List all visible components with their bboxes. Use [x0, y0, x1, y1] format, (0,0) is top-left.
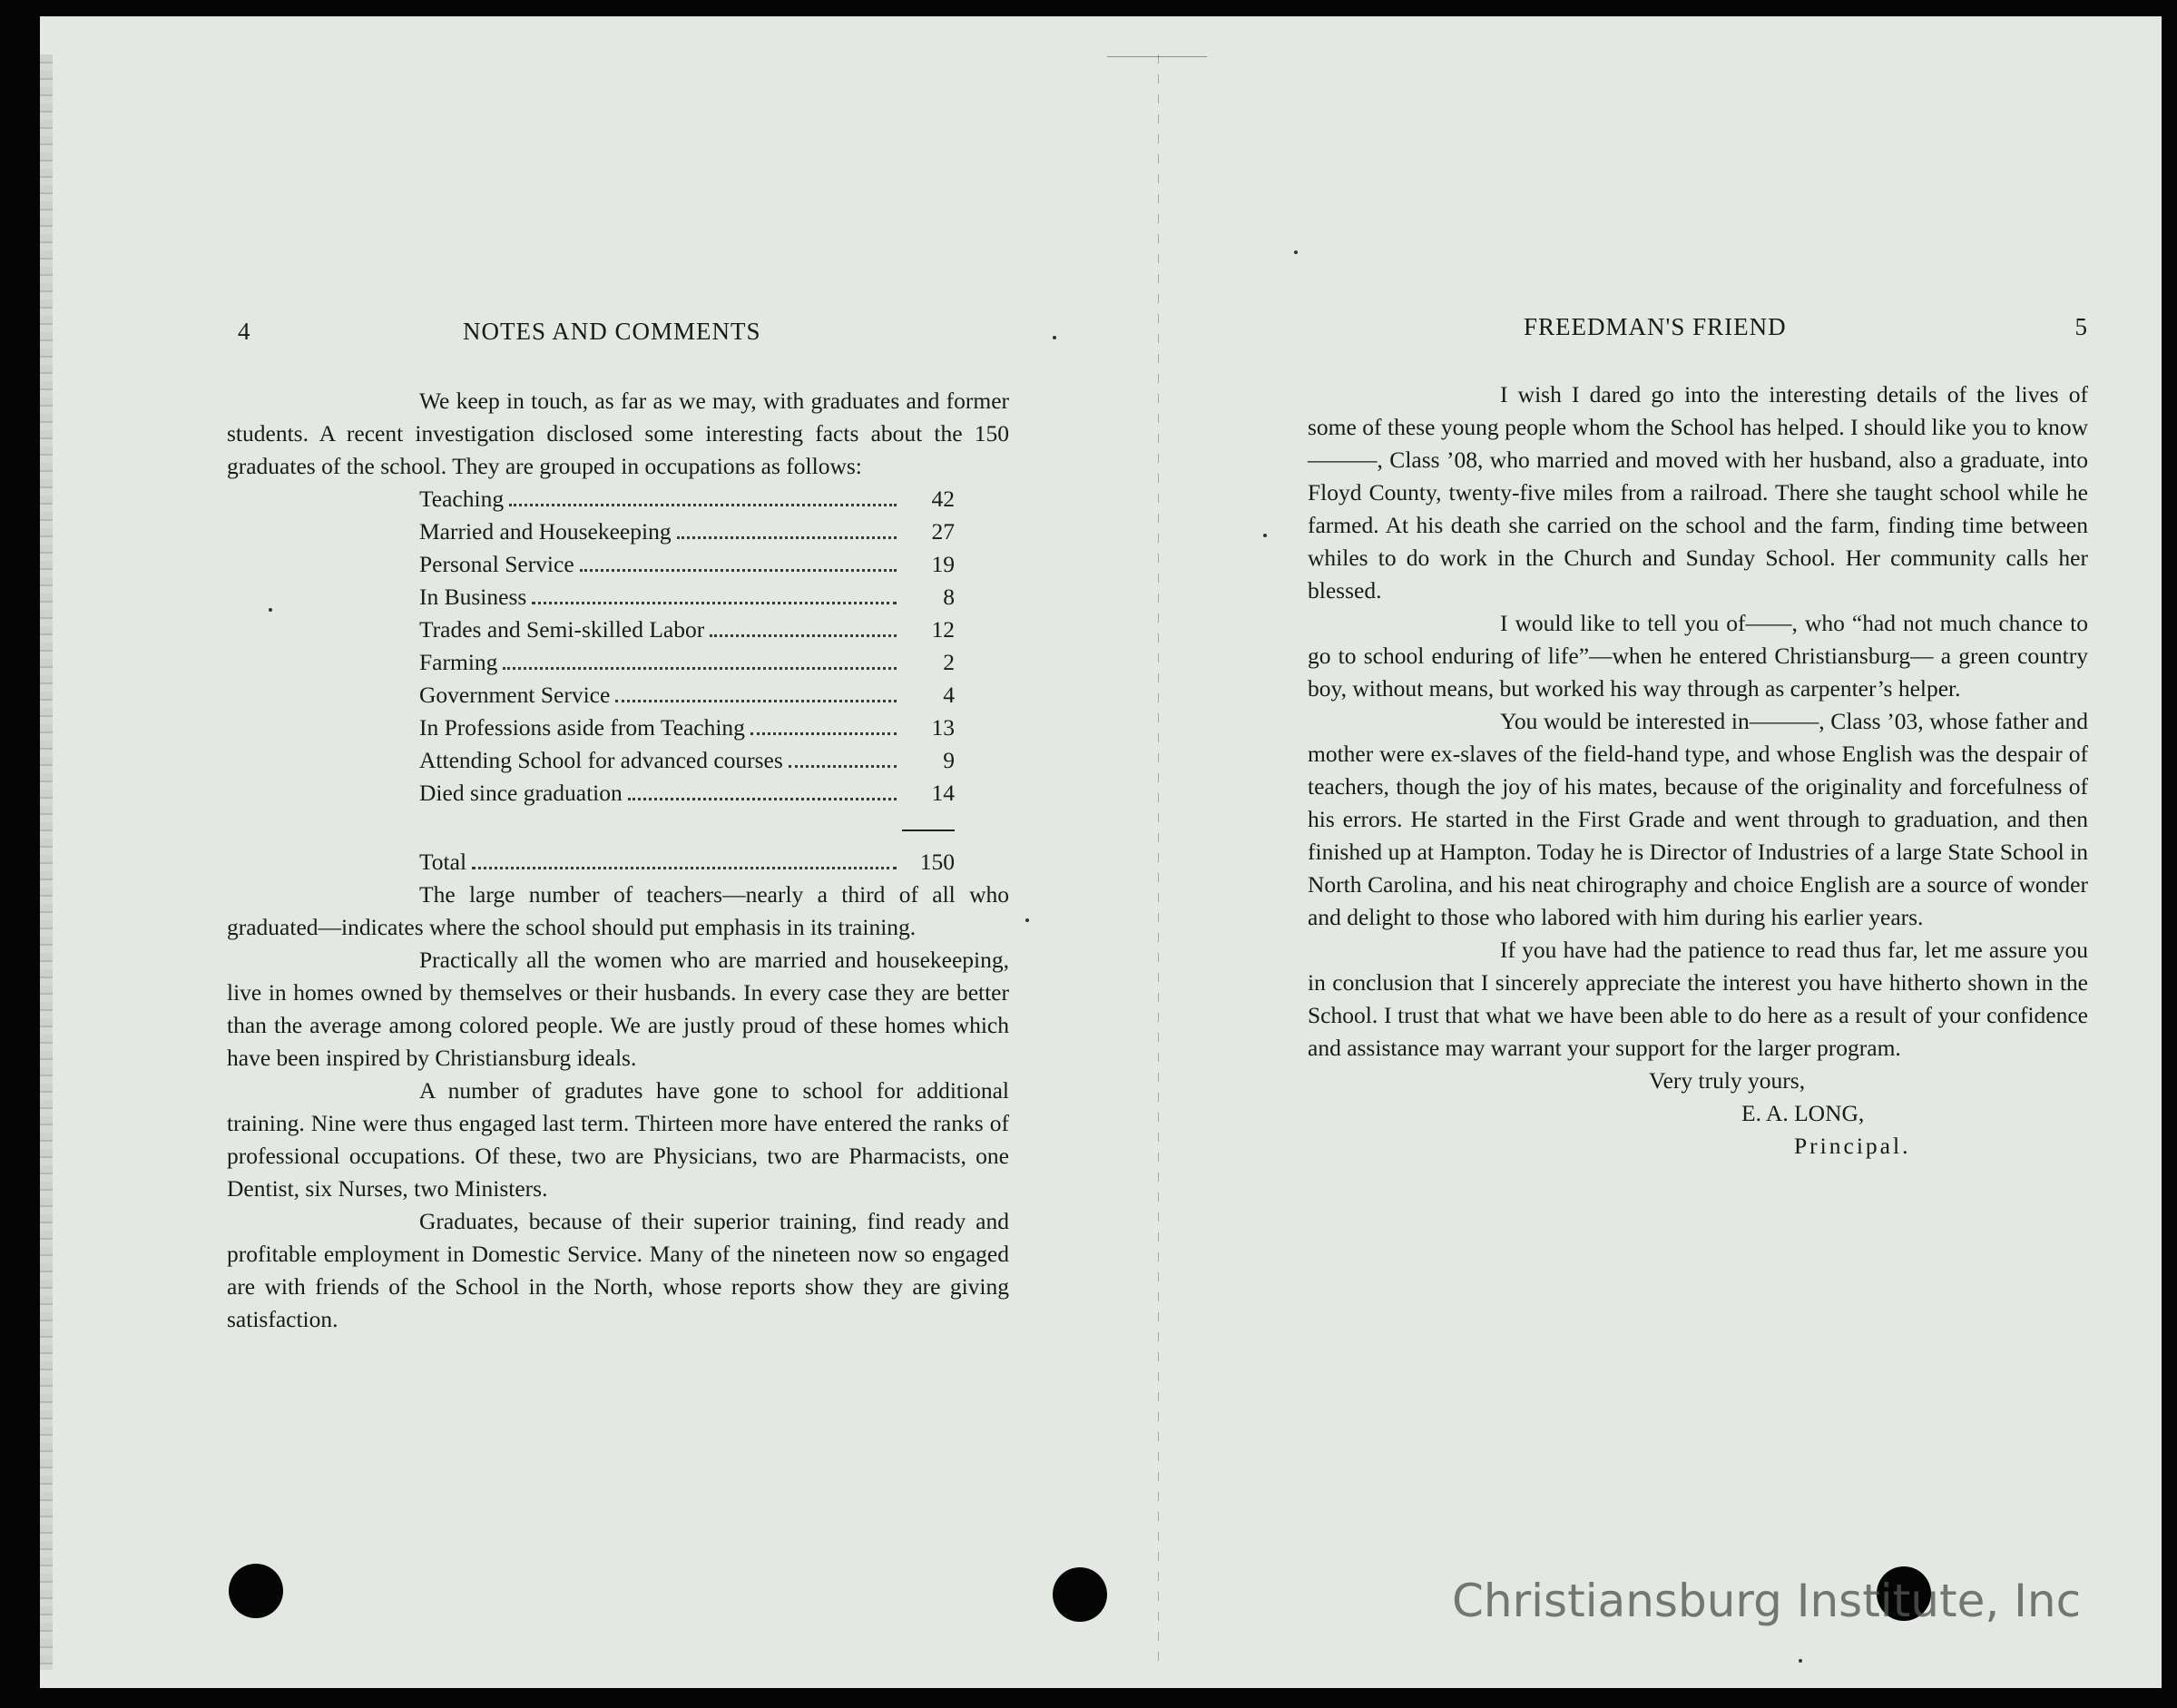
dot-leader — [503, 666, 897, 670]
speck — [1263, 534, 1267, 537]
binding-edge — [40, 54, 53, 1670]
dot-leader — [750, 731, 897, 735]
occupation-count: 9 — [943, 747, 955, 773]
occupation-row — [419, 744, 955, 777]
left-page-header — [227, 318, 1009, 363]
dot-leader — [710, 633, 897, 637]
speck — [1053, 336, 1056, 339]
occupation-count: 14 — [931, 780, 955, 806]
occupation-row — [419, 712, 955, 744]
left-page-title: NOTES AND COMMENTS — [463, 318, 761, 345]
occupation-count: 4 — [943, 682, 955, 708]
signature-title: Principal. — [1794, 1133, 1911, 1159]
dot-leader — [677, 535, 897, 539]
occupation-label: Teaching — [419, 486, 505, 512]
occupation-label: In Professions aside from Teaching — [419, 714, 745, 741]
occupation-row — [419, 581, 955, 614]
occupation-row — [419, 483, 955, 515]
occupations-table — [419, 483, 955, 810]
fold-mark — [1107, 56, 1207, 57]
occupation-row — [419, 679, 955, 712]
closing-line: Very truly yours, — [1649, 1067, 1806, 1094]
occupation-label: Farming — [419, 649, 498, 675]
occupation-row — [419, 646, 955, 679]
right-page — [1308, 313, 2088, 1163]
left-page — [227, 318, 1009, 1336]
total-count: 150 — [919, 849, 955, 875]
occupation-label: Married and Housekeeping — [419, 518, 672, 545]
occupation-count: 2 — [943, 649, 955, 675]
dot-leader — [509, 503, 897, 506]
speck — [1799, 1659, 1802, 1663]
intro-paragraph: We keep in touch, as far as we may, with graduates and former students. A recent investigation disclosed some interesting facts about the 150 graduates of the school. They are grouped in occupations as follows: — [227, 388, 1009, 479]
occupation-count: 19 — [931, 551, 955, 577]
occupation-label: In Business — [419, 584, 527, 610]
right-page-header — [1308, 313, 2088, 358]
right-page-title: FREEDMAN'S FRIEND — [1524, 313, 1787, 340]
occupation-count: 27 — [931, 518, 955, 545]
total-row — [419, 846, 955, 879]
occupation-label: Trades and Semi-skilled Labor — [419, 616, 705, 643]
letter-closing — [1649, 1065, 2088, 1163]
right-paragraph: I would like to tell you of——, who “had not much chance to go to school enduring of life”—when he entered Christiansburg— a green country boy, without means, but worked his way through as carpenter’s helper. — [1308, 610, 2088, 702]
right-paragraph: I wish I dared go into the interesting details of the lives of some of these young people whom the School has helped. I should like you to know———, Class ’08, who married and moved with her husband, also a graduate, into Floyd County, twenty-five miles from a railroad. There she taught school while he farmed. At his death she carried on the school and the farm, finding time between whiles to do work in the Church and Sunday School. Her community calls her blessed. — [1308, 381, 2088, 604]
speck — [1025, 918, 1029, 922]
watermark: Christiansburg Institute, Inc — [1452, 1575, 2082, 1627]
right-paragraph: You would be interested in———, Class ’03, whose father and mother were ex-slaves of the field-hand type, and whose English was the despair of teachers, though the joy of his mates, because of the originality and forcefulness of his errors. He started in the First Grade and went through to graduation, and then finished up at Hampton. Today he is Director of Industries of a large State School in North Carolina, and his neat chirography and choice English are a source of wonder and delight to those who labored with him during his earlier years. — [1308, 708, 2088, 930]
occupation-row — [419, 777, 955, 810]
left-paragraph: The large number of teachers—nearly a third of all who graduated—indicates where the school should put emphasis in its training. — [227, 881, 1009, 940]
dot-leader — [789, 764, 897, 768]
punch-hole — [229, 1564, 283, 1618]
punch-hole — [1053, 1567, 1107, 1622]
occupation-label: Government Service — [419, 682, 611, 708]
occupation-count: 42 — [931, 486, 955, 512]
dot-leader — [580, 568, 897, 572]
dot-leader — [628, 797, 897, 800]
occupation-label: Died since graduation — [419, 780, 623, 806]
right-page-number: 5 — [2074, 313, 2088, 340]
left-paragraph: A number of gradutes have gone to school for additional training. Nine were thus engaged last term. Thirteen more have entered the ranks of professional occupations. Of these, two are Physicians, two are Pharmacists, one Dentist, six Nurses, two Ministers. — [227, 1077, 1009, 1202]
left-paragraph: Graduates, because of their superior training, find ready and profitable employment in Domestic Service. Many of the nineteen now so engaged are with friends of the School in the North, whose reports show they are giving satisfaction. — [227, 1208, 1009, 1332]
occupation-row — [419, 614, 955, 646]
signature-name: E. A. LONG, — [1741, 1100, 1865, 1126]
speck — [1294, 250, 1298, 254]
occupation-count: 13 — [931, 714, 955, 741]
total-label: Total — [419, 849, 467, 875]
occupation-count: 12 — [931, 616, 955, 643]
occupation-row — [419, 515, 955, 548]
occupation-label: Personal Service — [419, 551, 574, 577]
occupation-label: Attending School for advanced courses — [419, 747, 783, 773]
occupation-count: 8 — [943, 584, 955, 610]
left-paragraph: Practically all the women who are married and housekeeping, live in homes owned by themselves or their husbands. In every case they are better than the average among colored people. We are justly proud of these homes which have been inspired by Christiansburg ideals. — [227, 947, 1009, 1071]
center-fold — [1158, 54, 1159, 1670]
dot-leader — [532, 601, 897, 604]
speck — [269, 608, 272, 612]
dot-leader — [615, 699, 897, 702]
right-paragraph: If you have had the patience to read thus far, let me assure you in conclusion that I sincerely appreciate the interest you have hitherto shown in the School. I trust that what we have been able to do here as a result of your confidence and assistance may warrant your support for the larger program. — [1308, 937, 2088, 1061]
total-rule — [902, 829, 955, 831]
occupation-row — [419, 548, 955, 581]
left-page-number: 4 — [238, 318, 251, 345]
